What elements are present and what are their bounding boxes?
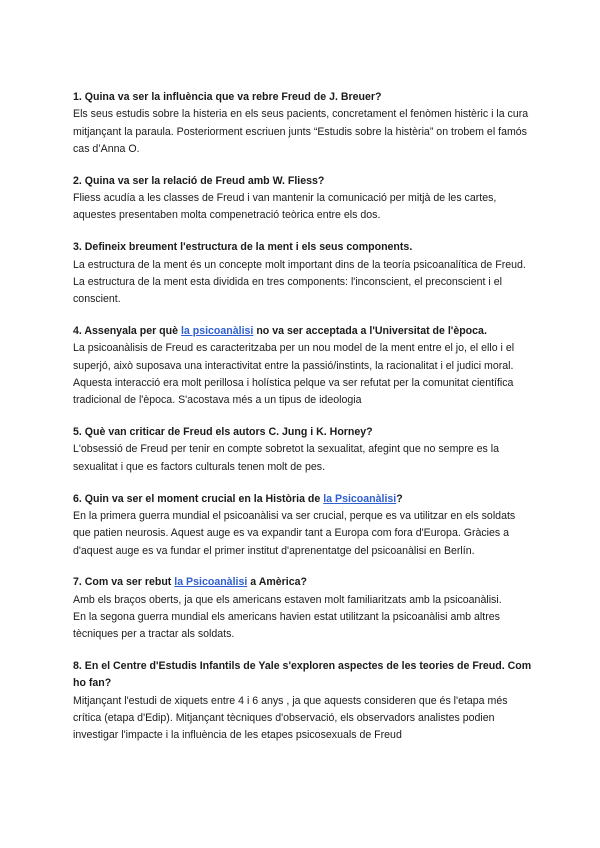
question-6 (73, 491, 533, 508)
answer-8: Mitjançant l'estudi de xiquets entre 4 i 6 anys , ja que aquests consideren que és l'etapa més crítica (etapa d'Edip). Mitjançant tècniques d'observació, els observadors analistes podien investigar l'impacte i la influència de les etapes psicosexuals de Freud (73, 694, 508, 742)
question-1: 1. Quina va ser la influència que va rebre Freud de J. Breuer? (73, 91, 382, 103)
question-4-text-end: no va ser acceptada a l'Universitat de l'època. (253, 325, 487, 338)
qa-item-8 (73, 658, 533, 744)
document-page (73, 89, 533, 759)
question-6-text-end: ? (396, 492, 403, 505)
question-7-text-start: 7. Com va ser rebut (73, 576, 175, 589)
qa-item-1 (73, 89, 533, 158)
answer-7-paragraph-1: Amb els braços oberts, ja que els americans estaven molt familiaritzats amb la psicoanàlisi. (73, 593, 502, 606)
question-4-text-start: 4. Assenyala per què (73, 325, 181, 338)
qa-item-7 (73, 574, 533, 643)
answer-2: Fliess acudía a les classes de Freud i van mantenir la comunicació per mitjà de les cartes, aquestes presentaben molta compenetració teòrica entre els dos. (73, 192, 497, 222)
question-7-text-end: a Amèrica? (247, 576, 307, 589)
answer-4: La psicoanàlisis de Freud es caracteritzaba per un nou model de la ment entre el jo, el ello i el superjó, això suposava una interactivitat entre la passió/instints, la racionalitat i el judici moral. Aquesta interacció era molt perillosa i holística pelque va ser refutat per la comunitat científica tradicional de l'època. S'acostava més a un tipus de ideologia (73, 342, 515, 407)
question-3: 3. Defineix breument l'estructura de la ment i els seus components. (73, 241, 413, 254)
psicoanalisi-link[interactable]: la psicoanàlisi (180, 325, 254, 338)
answer-1: Els seus estudis sobre la histeria en els seus pacients, concretament el fenòmen histèric i la cura mitjançant la paraula. Posteriorment escriuen junts “Estudis sobre la histèria” on trobem el famós cas d’Anna O. (73, 108, 529, 155)
question-4 (73, 323, 533, 340)
question-6-text-start: 6. Quin va ser el moment crucial en la Història de (73, 492, 324, 505)
question-8: 8. En el Centre d'Estudis Infantils de Yale s'exploren aspectes de les teories de Freud. Com ho fan? (73, 660, 532, 690)
psicoanalisi-link[interactable]: la Psicoanàlisi (174, 576, 248, 589)
qa-item-2 (73, 173, 533, 225)
answer-3: La estructura de la ment és un concepte molt important dins de la teoría psicoanalítica de Freud. La estructura de la ment esta dividida en tres components: l'inconscient, el preconscient i el conscient. (73, 258, 526, 306)
qa-item-6 (73, 491, 533, 560)
answer-6: En la primera guerra mundial el psicoanàlisi va ser crucial, perque es va utilitzar en els soldats que patien neurosis. Aquest auge es va expandir tant a Europa com fora d'Europa. Gràcies a d'aquest auge es va fundar el primer institut d'aprenentatge del psicoanàlisi en Berlín. (73, 509, 516, 557)
qa-item-5 (73, 424, 533, 476)
question-2: 2. Quina va ser la relació de Freud amb W. Fliess? (73, 174, 325, 187)
question-5: 5. Què van criticar de Freud els autors C. Jung i K. Horney? (73, 426, 373, 439)
answer-5: L'obsessió de Freud per tenir en compte sobretot la sexualitat, afegint que no sempre es la sexualitat i que es factors culturals tenen molt de pes. (73, 443, 500, 473)
question-7 (73, 574, 533, 591)
answer-7-paragraph-2: En la segona guerra mundial els americans havien estat utilitzant la psicoanàlisi amb altres tècniques per a tractar als soldats. (73, 610, 500, 641)
qa-item-4 (73, 323, 533, 409)
qa-item-3 (73, 239, 533, 308)
psicoanalisi-link[interactable]: la Psicoanàlisi (323, 492, 397, 505)
